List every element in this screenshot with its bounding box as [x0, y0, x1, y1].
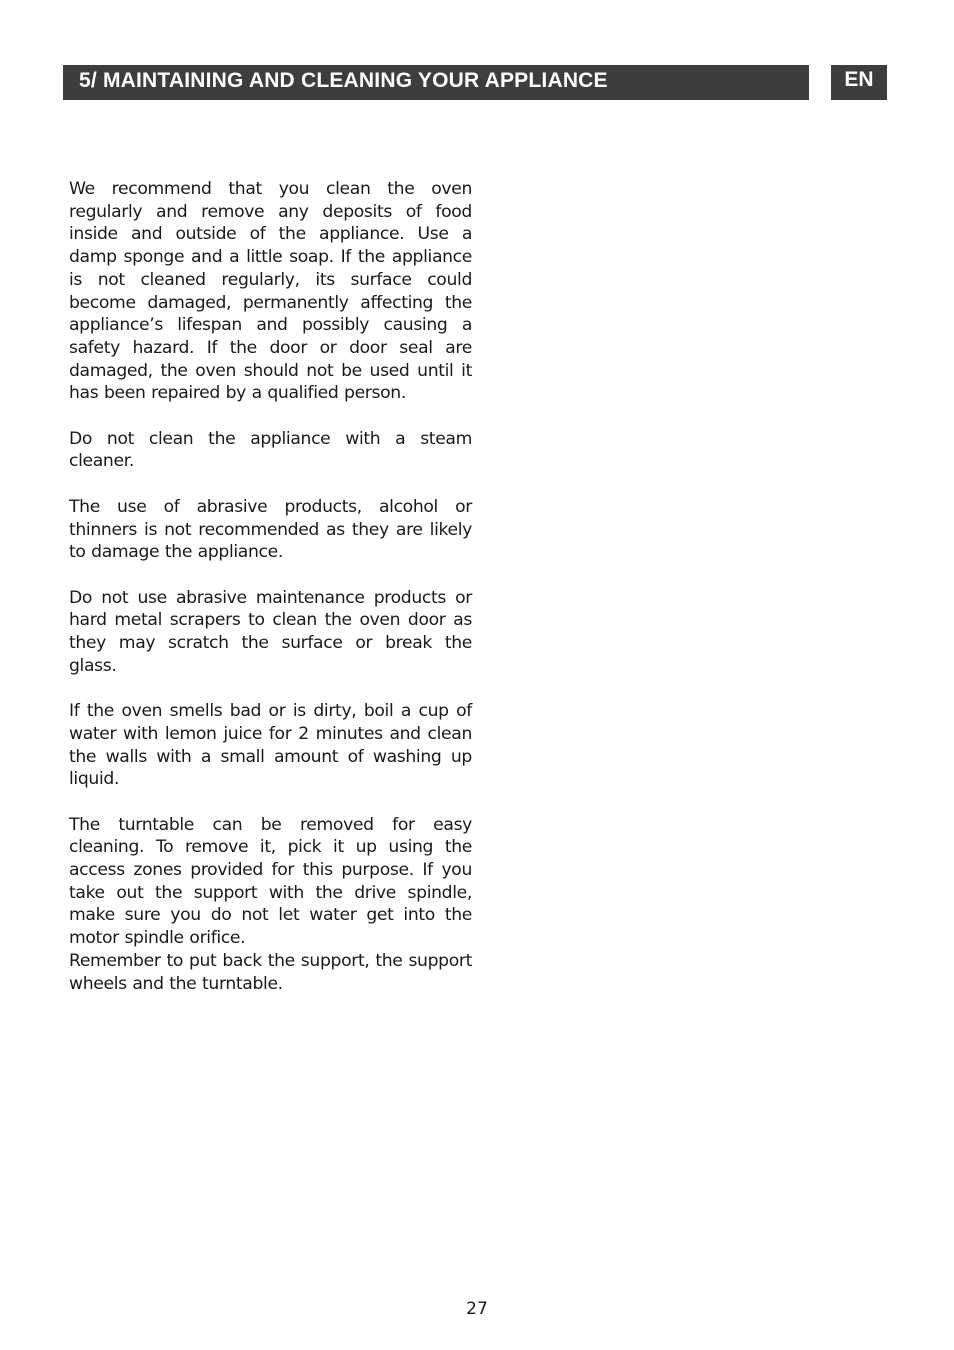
paragraph-cleaning-recommendation: We recommend that you clean the oven regularly and remove any deposits of food inside and outside of the appliance. Use a damp sponge and a little soap. If the appliance is not cleaned regularly, its surface could become damaged, permanently affecting the appliance’s lifespan and possibly causing a safety hazard. If the door or door seal are damaged, the oven should not be used until it has been repaired by a qualified person.	[69, 179, 472, 404]
paragraph-odour-removal: If the oven smells bad or is dirty, boil a cup of water with lemon juice for 2 minutes and clean the walls with a small amount of washing up liquid.	[69, 701, 472, 790]
page-number: 27	[466, 1299, 488, 1319]
section-title: 5/ MAINTAINING AND CLEANING YOUR APPLIANCE	[79, 69, 608, 92]
body-text-column	[69, 178, 472, 1018]
paragraph-steam-cleaner-warning: Do not clean the appliance with a steam cleaner.	[69, 428, 472, 472]
language-badge	[831, 65, 887, 100]
section-header-bar	[63, 65, 809, 100]
paragraph-turntable-reassembly: Remember to put back the support, the support wheels and the turntable.	[69, 950, 472, 994]
paragraph-oven-door-warning: Do not use abrasive maintenance products or hard metal scrapers to clean the oven door as they may scratch the surface or break the glass.	[69, 587, 472, 676]
paragraph-abrasive-products-warning: The use of abrasive products, alcohol or thinners is not recommended as they are likely to damage the appliance.	[69, 496, 472, 563]
paragraph-turntable-removal: The turntable can be removed for easy cleaning. To remove it, pick it up using the access zones provided for this purpose. If you take out the support with the drive spindle, make sure you do not let water get into the motor spindle orifice.	[69, 814, 472, 949]
language-label: EN	[844, 68, 874, 91]
